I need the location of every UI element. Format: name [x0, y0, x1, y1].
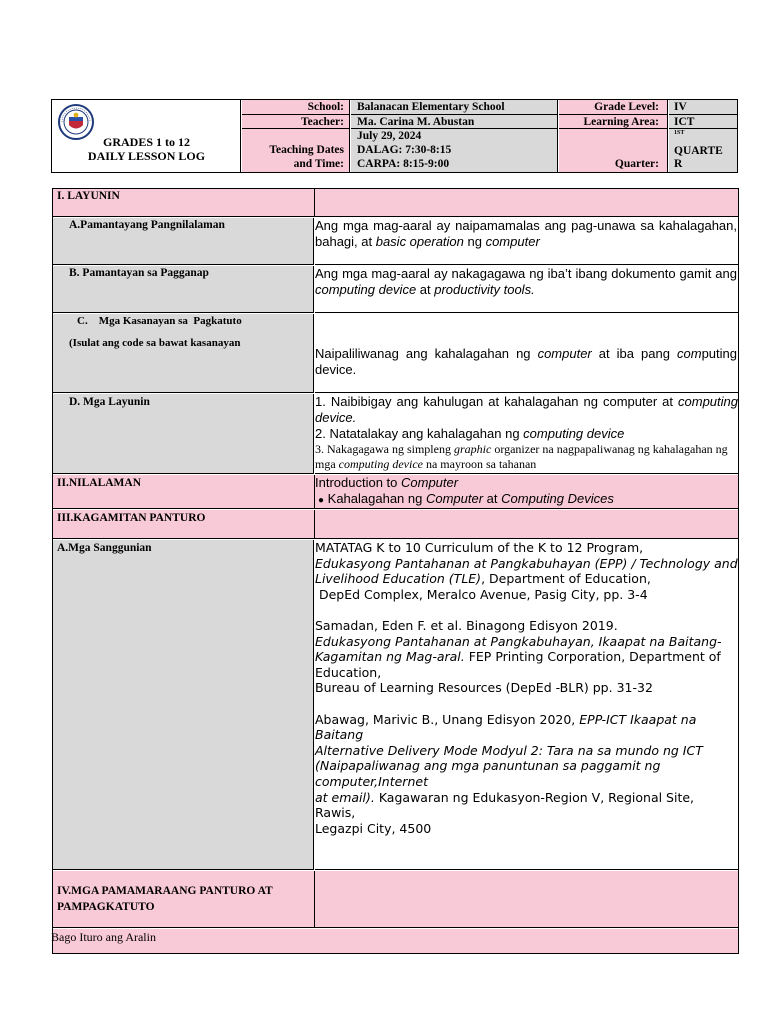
nilalaman-title: II.NILALAMAN [57, 477, 142, 489]
reference-text [315, 790, 738, 821]
layunin-item-text: organizer na nagpapaliwanag ng kahalagahan ng mga [315, 442, 728, 471]
col-divider [314, 189, 315, 217]
reference-text [315, 712, 738, 743]
teacher-value: Ma. Carina M. Abustan [357, 116, 475, 128]
form-title-line1: GRADES 1 to 12 [102, 135, 190, 149]
grade-level-label: Grade Level: [594, 101, 659, 113]
learning-area-value: ICT [674, 116, 695, 128]
pamantayang-content [315, 218, 738, 265]
row-pamantayang-label [53, 218, 314, 265]
layunin-item-text: 3. Nakagagawa ng simpleng [315, 442, 454, 456]
nilalaman-text: Kahalagahan ng [324, 491, 426, 506]
reference-italic: Edukasyong Pantahanan at Pangkabuhayan (EPP) / Technology and Livelihood Education (TLE) [315, 555, 738, 587]
kasanayan-label: C. Mga Kasanayan sa Pagkatuto [77, 315, 242, 327]
row-sanggunian-label [53, 540, 314, 870]
reference-italic: EPP-ICT Ikaapat na Baitang [315, 711, 697, 743]
reference-text [315, 743, 738, 759]
reference-3 [315, 712, 738, 837]
kasanayan-text: puting device. [315, 346, 737, 377]
reference-text: DepEd Complex, Meralco Avenue, Pasig City, pp. 3-4 [315, 586, 648, 602]
row-bago-ituro [53, 929, 738, 953]
mga-layunin-content [315, 394, 738, 474]
bago-ituro-label: Bago Ituro ang Aralin [51, 930, 156, 944]
reference-text: Samadan, Eden F. et al. Binagong Edisyon 2019. [315, 617, 618, 633]
school-label: School: [307, 101, 344, 113]
grade-level-value: IV [674, 101, 687, 113]
pagganap-text: Ang mga mag-aaral ay nakagagawa ng iba’t ibang dokumento gamit ang [315, 266, 737, 281]
school-value: Balanacan Elementary School [357, 101, 505, 113]
pagganap-content [315, 266, 738, 313]
learning-area-label: Learning Area: [583, 116, 659, 128]
pagganap-text-italic: computing device [315, 282, 417, 297]
header-right-values [669, 100, 737, 172]
time-dalag: DALAG: 7:30-8:15 [357, 144, 452, 156]
row-nilalaman [53, 475, 738, 509]
teacher-label: Teacher: [300, 116, 344, 128]
reference-text [315, 556, 738, 587]
kasanayan-text: at iba pang [591, 346, 678, 361]
kagamitan-title: III.KAGAMITAN PANTURO [57, 512, 206, 524]
reference-text: MATATAG K to 10 Curriculum of the K to 12 Program, [315, 540, 644, 555]
nilalaman-content [315, 475, 738, 509]
layunin-item-italic: computing device [523, 426, 625, 441]
nilalaman-text: Introduction to [315, 475, 401, 490]
kasanayan-sub: (Isulat ang code sa bawat kasanayan [69, 337, 241, 349]
row-kasanayan-label [53, 314, 314, 393]
pamantayang-text: ng [463, 234, 486, 249]
layunin-item-3 [315, 442, 738, 472]
spacer [315, 696, 738, 712]
dates-label-line2: and Time: [293, 158, 344, 170]
nilalaman-line2 [315, 491, 738, 509]
nilalaman-text-italic: Computing Devices [501, 491, 614, 506]
reference-text: Abawag, Marivic B., Unang Edisyon 2020, [315, 711, 580, 727]
form-title-line2: DAILY LESSON LOG [87, 149, 206, 163]
row-layunin [53, 189, 738, 217]
reference-text [315, 758, 738, 789]
col-divider [314, 871, 315, 928]
bullet-icon: ● [318, 495, 325, 506]
spacer [315, 602, 738, 618]
reference-italic: Edukasyong Pantahanan at Pangkabuhayan, Ikaapat na Baitang-Kagamitan ng Mag-aral. [315, 633, 722, 665]
row-mga-layunin-label [53, 394, 314, 474]
layunin-item-2 [315, 426, 738, 442]
reference-italic: at email). [315, 789, 375, 805]
nilalaman-text-italic: Computer [401, 475, 459, 490]
reference-text: Kagawaran ng Edukasyon-Region V, Regional Site, Rawis, [315, 789, 695, 821]
header-right-labels [559, 100, 668, 172]
quarter-value-line1: QUARTE [674, 145, 723, 157]
kasanayan-content [315, 314, 738, 393]
reference-text: Bureau of Learning Resources (DepEd -BLR) pp. 31-32 [315, 680, 653, 696]
sanggunian-content [315, 540, 738, 870]
reference-italic: Alternative Delivery Mode Modyul 2: Tara na sa mundo ng ICT [315, 742, 703, 758]
quarter-superscript: 1ST [674, 130, 685, 136]
layunin-item-italic: computing device [338, 457, 423, 471]
row-pamamaraan [53, 871, 738, 928]
pagganap-text: at [416, 282, 435, 297]
pamantayang-text-italic: basic operation [375, 234, 464, 249]
layunin-item-italic: graphic [453, 442, 492, 456]
reference-text: Legazpi City, 4500 [315, 820, 432, 836]
nilalaman-text: at [483, 491, 502, 506]
layunin-item-text: na mayroon sa tahanan [422, 457, 537, 471]
dates-label-line1: Teaching Dates [269, 144, 344, 156]
row-kagamitan [53, 510, 738, 539]
pamantayang-text: Ang mga mag-aaral ay naipamamalas ang pag-unawa sa kahalagahan, bahagi, at [315, 218, 737, 249]
kasanayan-text-italic: com [677, 346, 702, 361]
header-labels-col [242, 100, 350, 172]
pamamaraan-title: IV.MGA PAMAMARAANG PANTURO AT PAMPAGKATUTO [57, 885, 273, 913]
header-values-col [351, 100, 558, 172]
layunin-item-1 [315, 394, 738, 426]
teaching-date: July 29, 2024 [357, 130, 422, 142]
reference-text: , Department of Education, [481, 571, 651, 587]
kasanayan-text: Naipaliliwanag ang kahalagahan ng [315, 346, 538, 361]
time-carpa: CARPA: 8:15-9:00 [357, 158, 450, 170]
col-divider [314, 510, 315, 539]
nilalaman-text-italic: Computer [425, 491, 484, 506]
reference-text [315, 634, 738, 681]
pagganap-label: B. Pamantayan sa Pagganap [69, 267, 209, 279]
pagganap-text-italic: productivity tools. [434, 282, 535, 297]
quarter-label: Quarter: [614, 158, 659, 170]
quarter-value-line2: R [674, 158, 683, 170]
reference-italic: (Naipapaliwanag ang mga panuntunan sa paggamit ng computer,Internet [315, 758, 661, 789]
layunin-title: I. LAYUNIN [57, 190, 120, 202]
reference-1 [315, 540, 738, 602]
pamantayang-label: A.Pamantayang Pangnilalaman [69, 219, 225, 231]
row-pagganap-label [53, 266, 314, 313]
reference-2 [315, 618, 738, 696]
reference-text: FEP Printing Corporation, Department of Education, [315, 649, 721, 680]
pamantayang-text-italic: computer [485, 234, 540, 249]
mga-layunin-label: D. Mga Layunin [69, 396, 150, 408]
layunin-item-text: 1. Naibibigay ang kahulugan at kahalagahan ng computer at [315, 394, 679, 409]
nilalaman-line1 [315, 475, 738, 491]
layunin-item-italic: computing device. [315, 394, 738, 425]
layunin-item-text: 2. Natatalakay ang kahalagahan ng [315, 426, 524, 441]
sanggunian-label: A.Mga Sanggunian [57, 542, 152, 554]
title-cell [52, 100, 241, 172]
kasanayan-text-italic: computer [537, 346, 592, 361]
